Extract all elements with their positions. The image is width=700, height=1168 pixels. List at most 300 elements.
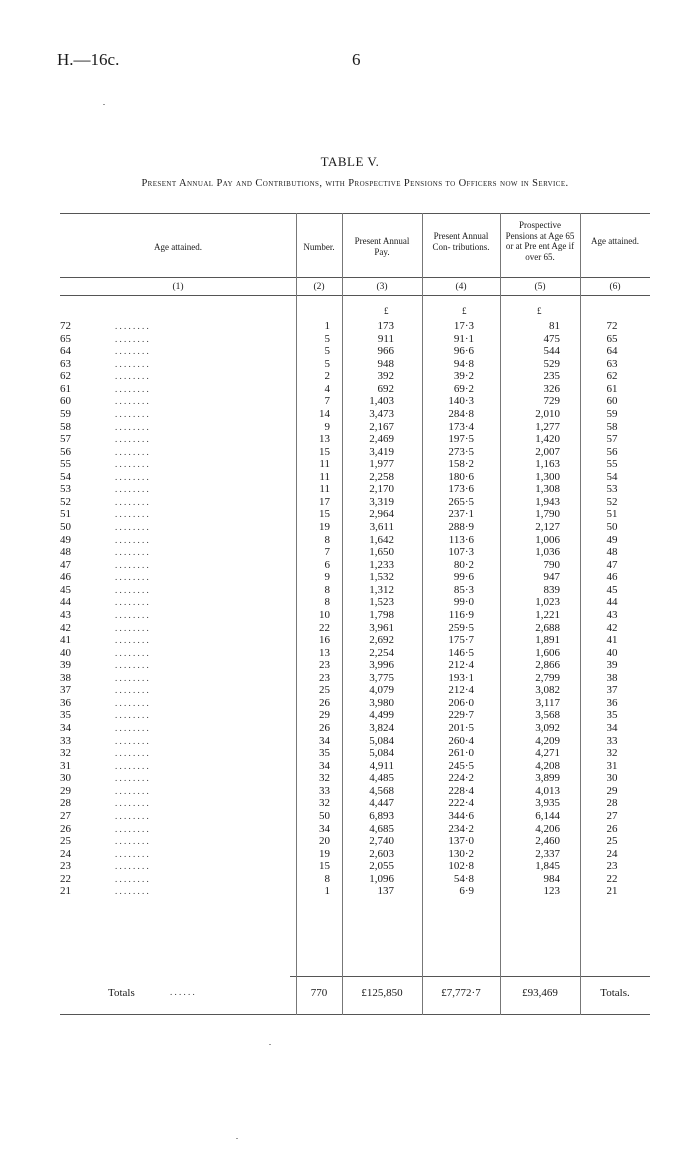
leader-dots: . . . . . . . .: [115, 660, 149, 671]
age-cell: 65: [60, 332, 71, 345]
pension-cell: 3,935: [535, 797, 560, 810]
age-cell: 52: [60, 495, 71, 508]
table-row: [60, 735, 650, 748]
pay-cell: 3,980: [369, 696, 394, 709]
age-right-cell: 24: [606, 847, 618, 860]
age-right-cell: 39: [606, 659, 618, 672]
number-cell: 9: [324, 571, 330, 584]
number-cell: 7: [324, 546, 330, 559]
pension-cell: 1,790: [535, 508, 560, 521]
table-row: [60, 747, 650, 760]
contrib-cell: 265·5: [448, 495, 474, 508]
totals-top-rule: [290, 976, 650, 977]
totals-dots: . . . . . .: [170, 987, 195, 997]
age-cell: 48: [60, 546, 71, 559]
number-cell: 5: [324, 332, 330, 345]
age-cell: 50: [60, 521, 71, 533]
age-cell: 25: [60, 835, 71, 848]
age-cell: 35: [60, 709, 71, 722]
pay-cell: 3,996: [369, 659, 394, 672]
pay-cell: 4,499: [369, 709, 394, 722]
age-right-cell: 56: [606, 445, 618, 458]
number-cell: 13: [319, 433, 330, 446]
age-right-cell: 22: [606, 872, 618, 885]
age-cell: 41: [60, 634, 71, 647]
pension-cell: 3,092: [535, 722, 560, 734]
age-right-cell: 45: [606, 583, 618, 596]
age-right-cell: 23: [606, 860, 618, 873]
age-right-cell: 46: [606, 571, 618, 584]
number-cell: 34: [319, 822, 330, 835]
pension-cell: 123: [543, 885, 560, 898]
leader-dots: . . . . . . . .: [115, 735, 149, 746]
contrib-cell: 6·9: [459, 885, 474, 898]
leader-dots: . . . . . . . .: [115, 333, 149, 344]
table-row: [60, 672, 650, 685]
contrib-cell: 284·8: [448, 407, 474, 420]
pay-cell: 1,523: [369, 596, 394, 609]
pay-cell: 2,055: [369, 860, 394, 873]
age-cell: 55: [60, 458, 71, 471]
number-cell: 32: [319, 772, 330, 785]
pay-cell: 392: [377, 370, 394, 383]
pay-cell: 2,258: [369, 470, 394, 483]
pay-cell: 2,740: [369, 835, 394, 848]
number-cell: 26: [319, 722, 330, 734]
header-age-attained: Age attained.: [154, 242, 202, 252]
age-right-cell: 65: [606, 332, 618, 345]
pay-cell: 4,447: [369, 797, 394, 810]
table-row: [60, 697, 650, 710]
table-bottom-rule: [60, 1014, 650, 1015]
pay-cell: 173: [377, 320, 394, 332]
number-cell: 19: [319, 847, 330, 860]
pay-cell: 966: [377, 345, 394, 358]
age-cell: 61: [60, 382, 71, 395]
age-right-cell: 31: [606, 759, 618, 772]
age-right-cell: 27: [606, 809, 618, 822]
leader-dots: . . . . . . . .: [115, 446, 149, 457]
age-cell: 43: [60, 608, 71, 621]
age-right-cell: 36: [606, 696, 618, 709]
leader-dots: . . . . . . . .: [115, 823, 149, 834]
contrib-cell: 107·3: [448, 546, 474, 559]
age-right-cell: 29: [606, 784, 618, 797]
contrib-cell: 39·2: [453, 370, 474, 383]
colnum-4: (4): [455, 282, 467, 292]
table-row: [60, 333, 650, 346]
contrib-cell: 237·1: [448, 508, 474, 521]
leader-dots: . . . . . . . .: [115, 471, 149, 482]
pay-cell: 2,603: [369, 847, 394, 860]
age-right-cell: 44: [606, 596, 618, 609]
age-right-cell: 26: [606, 822, 618, 835]
pension-cell: 984: [543, 872, 560, 885]
number-cell: 8: [324, 533, 330, 546]
age-cell: 60: [60, 395, 71, 408]
leader-dots: . . . . . . . .: [115, 534, 149, 545]
header-prospective-pensions: Prospective Pensions at Age 65 or at Pre ent Age if over 65.: [505, 220, 575, 262]
table-row: [60, 458, 650, 471]
pension-cell: 790: [543, 558, 560, 571]
scan-speck: [269, 1044, 271, 1045]
leader-dots: . . . . . . . .: [115, 346, 149, 357]
contrib-cell: 54·8: [453, 872, 474, 885]
pension-cell: 3,082: [535, 684, 560, 697]
number-cell: 5: [324, 345, 330, 358]
age-right-cell: 33: [606, 734, 618, 747]
contrib-cell: 175·7: [448, 634, 474, 647]
header-bottom-rule: [60, 277, 650, 278]
table-row: [60, 848, 650, 861]
age-right-cell: 50: [606, 521, 618, 533]
age-right-cell: 58: [606, 420, 618, 433]
contrib-cell: 99·0: [453, 596, 474, 609]
pound-unit-pension: £: [537, 306, 542, 316]
header-present-pay: Present Annual Pay.: [354, 236, 410, 257]
contrib-cell: 102·8: [448, 860, 474, 873]
pension-cell: 4,013: [535, 784, 560, 797]
contrib-cell: 344·6: [448, 809, 474, 822]
contrib-cell: 229·7: [448, 709, 474, 722]
age-cell: 62: [60, 370, 71, 383]
age-cell: 32: [60, 747, 71, 760]
pay-cell: 3,611: [369, 521, 394, 533]
age-right-cell: 49: [606, 533, 618, 546]
table-row: [60, 534, 650, 547]
table-top-rule: [60, 213, 650, 214]
pay-cell: 3,419: [369, 445, 394, 458]
age-right-cell: 55: [606, 458, 618, 471]
pension-cell: 3,117: [535, 696, 560, 709]
age-right-cell: 43: [606, 608, 618, 621]
age-right-cell: 42: [606, 621, 618, 634]
contrib-cell: 260·4: [448, 734, 474, 747]
pay-cell: 3,473: [369, 407, 394, 420]
pension-cell: 2,010: [535, 407, 560, 420]
number-cell: 25: [319, 684, 330, 697]
age-cell: 24: [60, 847, 71, 860]
table-row: [60, 358, 650, 371]
pension-cell: 2,337: [535, 847, 560, 860]
number-cell: 15: [319, 508, 330, 521]
table-row: [60, 873, 650, 886]
pension-cell: 529: [543, 357, 560, 370]
contrib-cell: 201·5: [448, 722, 474, 734]
number-cell: 8: [324, 872, 330, 885]
age-right-cell: 63: [606, 357, 618, 370]
table-row: [60, 797, 650, 810]
number-cell: 34: [319, 759, 330, 772]
table-row: [60, 885, 650, 898]
number-cell: 10: [319, 608, 330, 621]
pay-cell: 3,775: [369, 671, 394, 684]
age-right-cell: 60: [606, 395, 618, 408]
age-right-cell: 61: [606, 382, 618, 395]
table-row: [60, 785, 650, 798]
pound-unit-contrib: £: [462, 306, 467, 316]
age-right-cell: 57: [606, 433, 618, 446]
pay-cell: 4,685: [369, 822, 394, 835]
pay-cell: 2,167: [369, 420, 394, 433]
leader-dots: . . . . . . . .: [115, 484, 149, 495]
leader-dots: . . . . . . . .: [115, 547, 149, 558]
number-cell: 8: [324, 596, 330, 609]
pension-cell: 2,688: [535, 621, 560, 634]
colnum-3: (3): [376, 282, 388, 292]
age-right-cell: 52: [606, 495, 618, 508]
number-cell: 32: [319, 797, 330, 810]
pension-cell: 2,007: [535, 445, 560, 458]
number-cell: 50: [319, 809, 330, 822]
age-cell: 46: [60, 571, 71, 584]
age-right-cell: 59: [606, 407, 618, 420]
pension-cell: 3,568: [535, 709, 560, 722]
contrib-cell: 146·5: [448, 646, 474, 659]
number-cell: 23: [319, 671, 330, 684]
age-right-cell: 37: [606, 684, 618, 697]
table-caption: Present Annual Pay and Contributions, with Prospective Pensions to Officers now in Service.: [141, 178, 569, 189]
leader-dots: . . . . . . . .: [115, 496, 149, 507]
table-row: [60, 345, 650, 358]
age-cell: 39: [60, 659, 71, 672]
contrib-cell: 80·2: [453, 558, 474, 571]
age-cell: 21: [60, 885, 71, 898]
age-cell: 30: [60, 772, 71, 785]
age-right-cell: 72: [606, 320, 618, 332]
table-row: [60, 395, 650, 408]
table-row: [60, 471, 650, 484]
table-row: [60, 835, 650, 848]
table-row: [60, 647, 650, 660]
leader-dots: . . . . . . . .: [115, 723, 149, 733]
pay-cell: 2,692: [369, 634, 394, 647]
age-right-cell: 35: [606, 709, 618, 722]
pay-cell: 4,485: [369, 772, 394, 785]
pay-cell: 1,312: [369, 583, 394, 596]
number-cell: 26: [319, 696, 330, 709]
contrib-cell: 140·3: [448, 395, 474, 408]
table-row: [60, 408, 650, 421]
age-cell: 53: [60, 483, 71, 496]
contrib-cell: 69·2: [453, 382, 474, 395]
age-cell: 56: [60, 445, 71, 458]
pension-cell: 1,036: [535, 546, 560, 559]
age-cell: 23: [60, 860, 71, 873]
number-cell: 23: [319, 659, 330, 672]
contrib-cell: 259·5: [448, 621, 474, 634]
pension-cell: 1,420: [535, 433, 560, 446]
pension-cell: 2,866: [535, 659, 560, 672]
leader-dots: . . . . . . . .: [115, 572, 149, 583]
contrib-cell: 288·9: [448, 521, 474, 533]
scan-speck: [236, 1138, 238, 1139]
totals-label: Totals: [108, 987, 135, 999]
contrib-cell: 222·4: [448, 797, 474, 810]
age-cell: 47: [60, 558, 71, 571]
age-cell: 44: [60, 596, 71, 609]
age-cell: 36: [60, 696, 71, 709]
pay-cell: 5,084: [369, 747, 394, 760]
pension-cell: 326: [543, 382, 560, 395]
leader-dots: . . . . . . . .: [115, 760, 149, 771]
contrib-cell: 130·2: [448, 847, 474, 860]
colnum-1: (1): [172, 282, 184, 292]
table-row: [60, 684, 650, 697]
number-cell: 16: [319, 634, 330, 647]
table-row: [60, 421, 650, 434]
age-right-cell: 38: [606, 671, 618, 684]
contrib-cell: 228·4: [448, 784, 474, 797]
contrib-cell: 85·3: [453, 583, 474, 596]
page-number: 6: [352, 50, 361, 69]
totals-pension: £93,469: [522, 987, 558, 999]
age-right-cell: 53: [606, 483, 618, 496]
leader-dots: . . . . . . . .: [115, 685, 149, 696]
age-right-cell: 51: [606, 508, 618, 521]
leader-dots: . . . . . . . .: [115, 559, 149, 570]
colnum-6: (6): [609, 282, 621, 292]
pension-cell: 1,221: [535, 608, 560, 621]
header-present-contributions: Present Annual Con- tributions.: [432, 231, 490, 252]
number-cell: 33: [319, 784, 330, 797]
table-row: [60, 483, 650, 496]
age-cell: 33: [60, 734, 71, 747]
contrib-cell: 99·6: [453, 571, 474, 584]
header-age-attained-right: Age attained.: [591, 236, 639, 246]
contrib-cell: 212·4: [448, 684, 474, 697]
pay-cell: 3,824: [369, 722, 394, 734]
leader-dots: . . . . . . . .: [115, 672, 149, 683]
leader-dots: . . . . . . . .: [115, 321, 149, 331]
table-row: [60, 571, 650, 584]
age-cell: 51: [60, 508, 71, 521]
pay-cell: 2,170: [369, 483, 394, 496]
table-row: [60, 433, 650, 446]
contrib-cell: 116·9: [448, 608, 474, 621]
leader-dots: . . . . . . . .: [115, 748, 149, 759]
pay-cell: 692: [377, 382, 394, 395]
totals-contrib: £7,772·7: [441, 987, 481, 999]
age-right-cell: 25: [606, 835, 618, 848]
age-cell: 37: [60, 684, 71, 697]
pay-cell: 2,254: [369, 646, 394, 659]
pay-cell: 948: [377, 357, 394, 370]
number-cell: 17: [319, 495, 330, 508]
contrib-cell: 113·6: [448, 533, 474, 546]
age-right-cell: 62: [606, 370, 618, 383]
age-cell: 38: [60, 671, 71, 684]
contrib-cell: 158·2: [448, 458, 474, 471]
pension-cell: 1,308: [535, 483, 560, 496]
number-cell: 14: [319, 407, 330, 420]
leader-dots: . . . . . . . .: [115, 635, 149, 646]
leader-dots: . . . . . . . .: [115, 396, 149, 407]
table-row: [60, 722, 650, 735]
pension-cell: 3,899: [535, 772, 560, 785]
leader-dots: . . . . . . . .: [115, 622, 149, 633]
pension-cell: 2,799: [535, 671, 560, 684]
age-right-cell: 47: [606, 558, 618, 571]
leader-dots: . . . . . . . .: [115, 358, 149, 369]
pension-cell: 4,206: [535, 822, 560, 835]
pension-cell: 4,208: [535, 759, 560, 772]
totals-number: 770: [310, 987, 328, 999]
leader-dots: . . . . . . . .: [115, 434, 149, 445]
contrib-cell: 245·5: [448, 759, 474, 772]
table-title: TABLE V.: [320, 154, 380, 169]
pay-cell: 1,650: [369, 546, 394, 559]
number-cell: 9: [324, 420, 330, 433]
leader-dots: . . . . . . . .: [115, 584, 149, 595]
contrib-cell: 137·0: [448, 835, 474, 848]
table-row: [60, 622, 650, 635]
pension-cell: 1,606: [535, 646, 560, 659]
number-cell: 20: [319, 835, 330, 848]
pay-cell: 1,798: [369, 608, 394, 621]
pension-cell: 2,460: [535, 835, 560, 848]
pay-cell: 1,642: [369, 533, 394, 546]
contrib-cell: 193·1: [448, 671, 474, 684]
scan-speck: [103, 104, 105, 105]
pay-cell: 6,893: [369, 809, 394, 822]
pay-cell: 1,977: [369, 458, 394, 471]
pension-cell: 1,891: [535, 634, 560, 647]
pay-cell: 3,319: [369, 495, 394, 508]
number-cell: 35: [319, 747, 330, 760]
pay-cell: 3,961: [369, 621, 394, 634]
leader-dots: . . . . . . . .: [115, 861, 149, 872]
pension-cell: 947: [543, 571, 560, 584]
number-cell: 19: [319, 521, 330, 533]
leader-dots: . . . . . . . .: [115, 836, 149, 847]
header-number: Number.: [303, 242, 335, 252]
age-cell: 59: [60, 407, 71, 420]
table-row: [60, 446, 650, 459]
contrib-cell: 17·3: [453, 320, 474, 332]
table-row: [60, 546, 650, 559]
number-cell: 7: [324, 395, 330, 408]
age-cell: 45: [60, 583, 71, 596]
pound-unit-pay: £: [384, 306, 389, 316]
table-row: [60, 810, 650, 823]
number-cell: 11: [319, 483, 330, 496]
table-row: [60, 634, 650, 647]
contrib-cell: 173·6: [448, 483, 474, 496]
pension-cell: 2,127: [535, 521, 560, 533]
age-cell: 34: [60, 722, 71, 734]
table-row: [60, 760, 650, 773]
pension-cell: 4,271: [535, 747, 560, 760]
number-cell: 11: [319, 458, 330, 471]
leader-dots: . . . . . . . .: [115, 810, 149, 821]
number-cell: 6: [324, 558, 330, 571]
pension-cell: 1,163: [535, 458, 560, 471]
leader-dots: . . . . . . . .: [115, 886, 149, 897]
contrib-cell: 180·6: [448, 470, 474, 483]
age-right-cell: 21: [606, 885, 618, 898]
number-cell: 1: [324, 885, 330, 898]
leader-dots: . . . . . . . .: [115, 609, 149, 620]
pay-cell: 1,096: [369, 872, 394, 885]
number-cell: 15: [319, 860, 330, 873]
table-body: [60, 320, 650, 898]
leader-dots: . . . . . . . .: [115, 710, 149, 721]
pension-cell: 1,300: [535, 470, 560, 483]
pension-cell: 1,006: [535, 533, 560, 546]
number-cell: 29: [319, 709, 330, 722]
contrib-cell: 96·6: [453, 345, 474, 358]
